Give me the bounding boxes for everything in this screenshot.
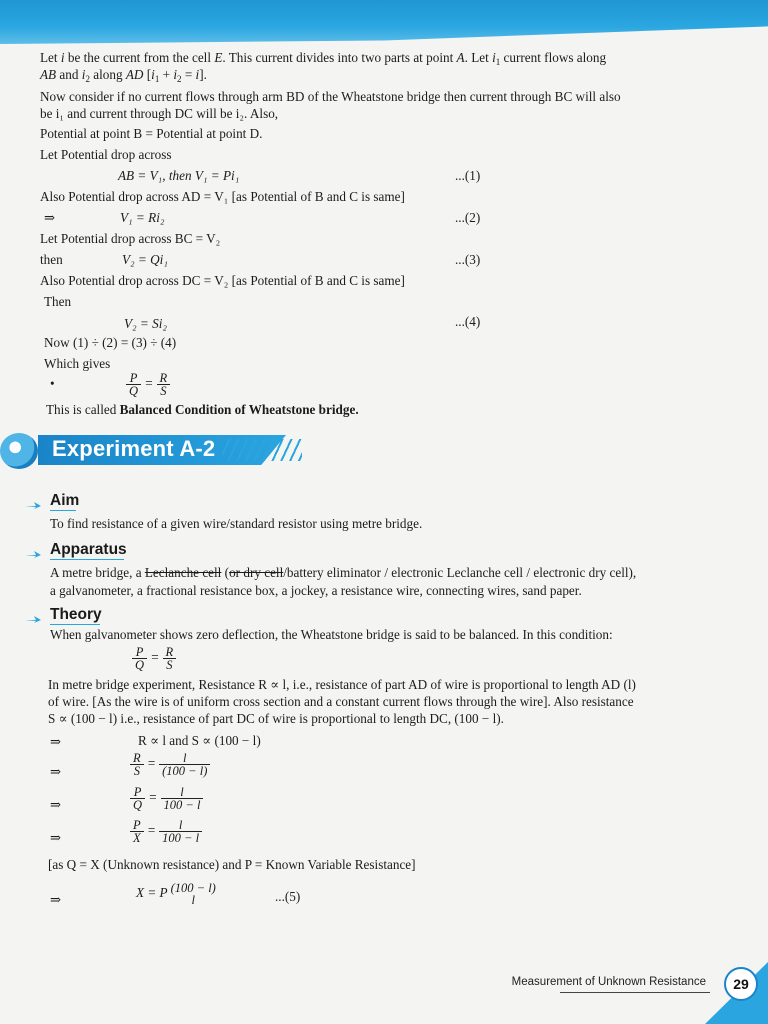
heading-underline bbox=[50, 559, 124, 560]
text: and bbox=[56, 67, 82, 82]
equation-4: V₂ = Si₂ bbox=[124, 316, 167, 331]
balanced-condition-bold: Balanced Condition of Wheatstone bridge. bbox=[119, 402, 359, 417]
denominator: Q bbox=[130, 798, 145, 811]
derivation-line-3: Now consider if no current flows through arm BD of the Wheatstone bridge then current through BC will also bbox=[40, 89, 621, 104]
derivation-line-4: be i₁ and current through DC will be i₂. Also, bbox=[40, 106, 279, 121]
denominator: (100 − l) bbox=[159, 764, 210, 777]
theory-balance-fraction bbox=[132, 646, 176, 671]
bullet: • bbox=[50, 376, 55, 391]
equals: = bbox=[150, 649, 160, 665]
numerator: R bbox=[165, 645, 174, 659]
then-label: then bbox=[40, 252, 63, 267]
text: ( bbox=[221, 565, 230, 580]
numerator: P bbox=[133, 785, 142, 799]
denominator: S bbox=[130, 764, 144, 777]
equation-tag-2: ...(2) bbox=[455, 210, 481, 225]
text: A metre bridge, a bbox=[50, 565, 145, 580]
proportional-eq: R ∝ l and S ∝ (100 − l) bbox=[138, 733, 261, 748]
text: Let bbox=[40, 50, 61, 65]
denominator: 100 − l bbox=[159, 831, 202, 844]
now-line: Now (1) ÷ (2) = (3) ÷ (4) bbox=[44, 335, 177, 350]
implies-symbol: ⇒ bbox=[50, 734, 62, 749]
aim-text: To find resistance of a given wire/standard resistor using metre bridge. bbox=[50, 516, 423, 531]
fraction-r-s bbox=[157, 372, 171, 397]
theory-line-5: [as Q = X (Unknown resistance) and P = Known Variable Resistance] bbox=[48, 857, 416, 872]
denominator: S bbox=[163, 658, 177, 671]
denominator: Q bbox=[126, 384, 141, 397]
implies-symbol: ⇒ bbox=[50, 797, 62, 812]
aim-heading: Aim bbox=[50, 492, 80, 509]
derivation-line-1: Let i be the current from the cell E. This current divides into two parts at point A. Let $i_1$ current flows along bbox=[40, 50, 607, 67]
struck-text: or dry cell bbox=[229, 565, 284, 580]
balance-fraction bbox=[126, 372, 170, 397]
section-arrow-icon bbox=[24, 614, 42, 624]
denominator: Q bbox=[132, 658, 147, 671]
equals: = bbox=[146, 755, 156, 771]
final-lhs: X = P bbox=[136, 885, 168, 901]
denominator: l bbox=[191, 893, 195, 907]
fraction-p-q bbox=[130, 786, 145, 811]
balanced-condition-line bbox=[46, 402, 359, 418]
derivation-line-9: Also Potential drop across DC = V₂ [as Potential of B and C is same] bbox=[40, 273, 405, 288]
fraction-l-100 bbox=[159, 752, 210, 777]
theory-line-1: When galvanometer shows zero deflection, the Wheatstone bridge is said to be balanced. In this condition: bbox=[50, 627, 613, 642]
derivation-line-5: Potential at point B = Potential at point D. bbox=[40, 126, 263, 141]
text: current flows along bbox=[500, 50, 607, 65]
apparatus-line-1 bbox=[50, 565, 636, 581]
implies-symbol: ⇒ bbox=[50, 830, 62, 845]
text: /battery eliminator / electronic Leclanche cell / electronic dry cell), bbox=[283, 565, 637, 580]
fraction-l-100 bbox=[161, 786, 204, 811]
text: . This current divides into two parts at point bbox=[222, 50, 457, 65]
text: This is called bbox=[46, 402, 120, 417]
derivation-line-6: Let Potential drop across bbox=[40, 147, 172, 162]
derivation-line-7: Also Potential drop across AD = V₁ [as Potential of B and C is same] bbox=[40, 189, 405, 204]
numerator: P bbox=[135, 645, 144, 659]
section-arrow-icon bbox=[24, 549, 42, 559]
footer-chapter-title: Measurement of Unknown Resistance bbox=[511, 976, 706, 988]
apparatus-line-2: a galvanometer, a fractional resistance box, a jockey, a resistance wire, connecting wires, sand paper. bbox=[50, 583, 582, 598]
fraction-r-s bbox=[130, 752, 144, 777]
page-number: 29 bbox=[724, 967, 758, 1001]
numerator: R bbox=[133, 751, 141, 765]
which-gives: Which gives bbox=[44, 356, 111, 371]
numerator: l bbox=[180, 785, 184, 799]
apparatus-heading: Apparatus bbox=[50, 541, 127, 558]
denominator: X bbox=[130, 831, 144, 844]
text: be the current from the cell bbox=[64, 50, 215, 65]
fraction-p-q bbox=[126, 372, 141, 397]
banner-stripes bbox=[222, 439, 302, 461]
equals: = bbox=[146, 822, 156, 838]
text: along bbox=[89, 67, 126, 82]
heading-underline bbox=[50, 510, 76, 511]
ratio-r-s bbox=[130, 752, 210, 777]
ratio-p-x bbox=[130, 819, 202, 844]
implies-symbol: ⇒ bbox=[50, 764, 62, 779]
equation-tag-4: ...(4) bbox=[455, 314, 481, 329]
numerator: P bbox=[129, 371, 138, 385]
experiment-banner bbox=[0, 431, 310, 471]
theory-line-2: In metre bridge experiment, Resistance R ∝ l, i.e., resistance of part AD of wire is proportional to length AD (l) bbox=[48, 677, 636, 692]
theory-line-3: of wire. [As the wire is of uniform cross section and a constant current flows through the wire]. Also resistance bbox=[48, 694, 634, 709]
heading-underline bbox=[50, 624, 100, 625]
numerator: R bbox=[159, 371, 168, 385]
section-arrow-icon bbox=[24, 500, 42, 510]
implies-symbol: ⇒ bbox=[44, 210, 56, 225]
equation-1: AB = V₁, then V₁ = Pi₁ bbox=[118, 168, 240, 183]
fraction-p-x bbox=[130, 819, 144, 844]
numerator: l bbox=[178, 818, 183, 832]
equation-tag-3: ...(3) bbox=[455, 252, 481, 267]
denominator: 100 − l bbox=[161, 798, 204, 811]
theory-heading: Theory bbox=[50, 606, 102, 623]
denominator: S bbox=[157, 384, 171, 397]
equals: = bbox=[144, 375, 154, 391]
equals: = bbox=[148, 789, 158, 805]
numerator: l bbox=[183, 751, 187, 765]
equation-3: V₂ = Qi₁ bbox=[122, 252, 168, 267]
fraction-l-100 bbox=[159, 819, 202, 844]
fraction-p-q bbox=[132, 646, 147, 671]
equation-2: V₁ = Ri₂ bbox=[120, 210, 165, 225]
footer-rule bbox=[560, 992, 710, 993]
equation-tag-5: ...(5) bbox=[275, 889, 301, 904]
text: . Let bbox=[464, 50, 493, 65]
fraction-r-s bbox=[163, 646, 177, 671]
fraction-final bbox=[168, 882, 219, 906]
then-label-2: Then bbox=[44, 294, 72, 309]
equation-tag-1: ...(1) bbox=[455, 168, 481, 183]
ratio-p-q bbox=[130, 786, 203, 811]
implies-symbol: ⇒ bbox=[50, 892, 62, 907]
experiment-title: Experiment A-2 bbox=[52, 436, 216, 461]
numerator: (100 − l) bbox=[170, 881, 216, 895]
theory-line-4: S ∝ (100 − l) i.e., resistance of part DC of wire is proportional to length DC, (100 − l). bbox=[48, 711, 504, 726]
derivation-line-2: AB and $i_2$ along AD $[i_1 + i_2 = i]$. bbox=[40, 67, 207, 84]
final-equation bbox=[136, 882, 219, 906]
numerator: P bbox=[133, 818, 141, 832]
struck-text: Leclanche cell bbox=[144, 565, 222, 580]
derivation-line-8: Let Potential drop across BC = V₂ bbox=[40, 231, 221, 246]
experiment-icon bbox=[0, 433, 38, 469]
